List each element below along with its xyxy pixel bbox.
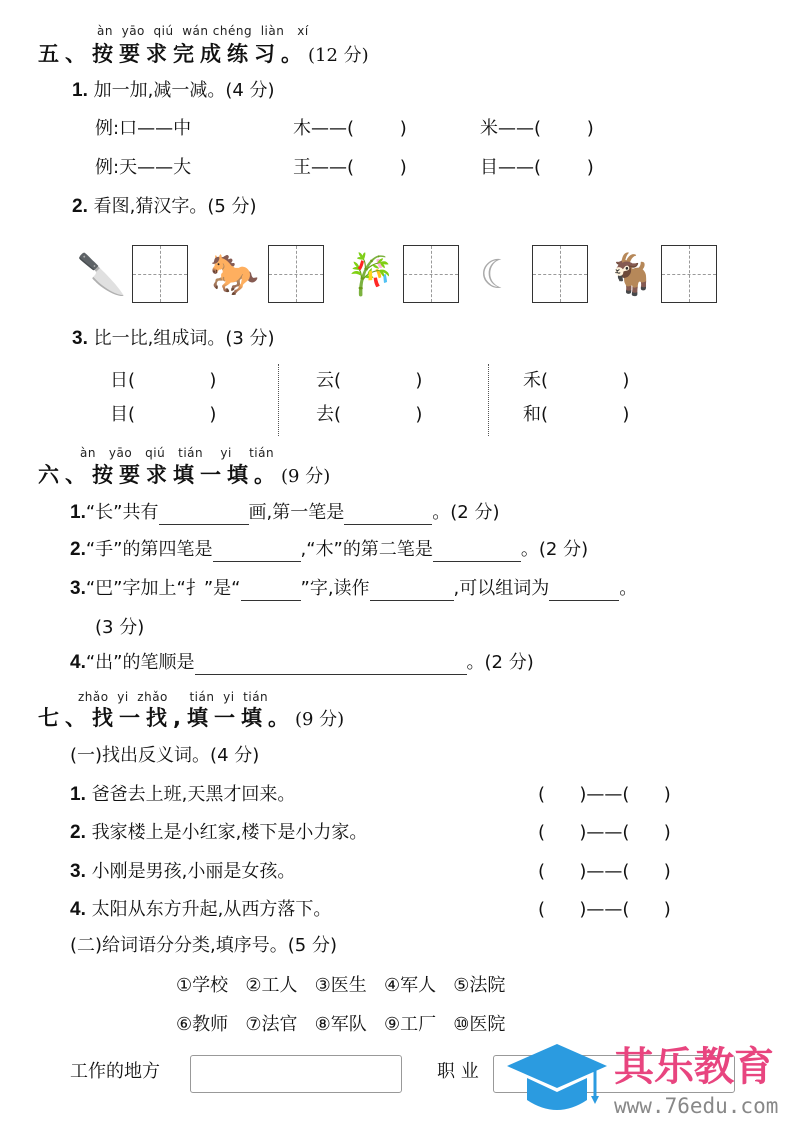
q-num: 3. [70, 861, 86, 882]
blank-mi[interactable]: 米——( ) [480, 118, 594, 139]
q-text: 。(2 分) [466, 652, 534, 673]
q-num: 1. [72, 80, 88, 101]
q-num: 2. [70, 822, 86, 843]
q-text: ,“木”的第二笔是 [300, 539, 433, 560]
q-text: “长”共有 [85, 502, 159, 523]
answer-box-4[interactable] [532, 245, 588, 303]
part1-title: (一)找出反义词。(4 分) [70, 745, 260, 766]
word-row-1 [176, 975, 505, 997]
watermark-brand: 其乐教育 [614, 1044, 774, 1090]
blank-mu2[interactable]: 目——( ) [480, 157, 594, 178]
word: ⑦法官 [245, 1014, 298, 1035]
word: ⑩医院 [453, 1014, 506, 1035]
q-text: “巴”字加上“扌”是“ [85, 578, 241, 599]
section7-score: (9 分) [294, 709, 345, 730]
blank-wang[interactable]: 王——( ) [293, 157, 407, 178]
s6-q2 [70, 539, 588, 562]
section5-score: (12 分) [308, 45, 369, 66]
job-label: 职 业 [437, 1061, 479, 1082]
answer-line[interactable] [549, 582, 619, 601]
answer-line[interactable] [344, 506, 432, 525]
antonym-blank[interactable]: ( )——( ) [538, 784, 671, 805]
answer-line[interactable] [241, 582, 301, 601]
answer-box-5[interactable] [661, 245, 717, 303]
section7-pinyin: zhǎo yi zhǎo tián yi tián [78, 690, 269, 704]
compare-blank[interactable]: 去( ) [316, 404, 423, 425]
answer-line[interactable] [433, 543, 521, 562]
compare-blank[interactable]: 日( ) [110, 370, 217, 391]
s6-q4 [70, 652, 534, 675]
section7-title [38, 706, 344, 731]
q-num: 4. [70, 652, 86, 673]
q-text: “手”的第四笔是 [85, 539, 213, 560]
q-num: 2. [70, 539, 86, 560]
q-num: 3. [70, 578, 86, 599]
antonym-blank[interactable]: ( )——( ) [538, 899, 671, 920]
q-text: 我家楼上是小红家,楼下是小力家。 [91, 822, 368, 843]
antonym-blank[interactable]: ( )——( ) [538, 861, 671, 882]
section5-title [38, 42, 369, 67]
antonym-blank[interactable]: ( )——( ) [538, 822, 671, 843]
answer-box-2[interactable] [268, 245, 324, 303]
word: ⑧军队 [314, 1014, 367, 1035]
place-label: 工作的地方 [70, 1061, 160, 1082]
horse-icon: 🐎 [209, 252, 260, 298]
q-text: 小刚是男孩,小丽是女孩。 [91, 861, 296, 882]
example-2: 例:天——大 [95, 157, 192, 178]
section6-score: (9 分) [281, 466, 331, 487]
q-text: 画,第一笔是 [248, 502, 345, 523]
example-1: 例:口——中 [95, 118, 192, 139]
q-num: 2. [72, 196, 88, 217]
q-text: 比一比,组成词。(3 分) [93, 328, 275, 349]
answer-line[interactable] [159, 506, 249, 525]
q-text: 。(2 分) [432, 502, 500, 523]
word-row-2 [176, 1014, 505, 1036]
q-text: ”字,读作 [300, 578, 370, 599]
q-num: 4. [70, 899, 86, 920]
answer-box-3[interactable] [403, 245, 459, 303]
compare-blank[interactable]: 和( ) [523, 404, 630, 425]
s6-q1 [70, 502, 499, 525]
section6-pinyin: àn yāo qiú tián yi tián [80, 446, 275, 460]
section6-title [38, 463, 330, 488]
s5-q3 [72, 328, 275, 351]
word: ⑤法院 [453, 975, 506, 996]
answer-line[interactable] [213, 543, 301, 562]
compare-blank[interactable]: 禾( ) [523, 370, 630, 391]
answer-line[interactable] [195, 656, 467, 675]
answer-box-1[interactable] [132, 245, 188, 303]
word: ③医生 [314, 975, 367, 996]
graduation-cap-icon [505, 1042, 610, 1117]
sheep-icon: 🐐 [606, 252, 657, 298]
word: ④军人 [383, 975, 437, 996]
q-text: 。(2 分) [520, 539, 589, 560]
s6-q3 [70, 578, 637, 601]
word: ⑥教师 [176, 1014, 229, 1035]
q-text: 。 [619, 578, 638, 599]
moon-icon: ☾ [479, 252, 516, 298]
antonym-item [70, 822, 367, 845]
compare-blank[interactable]: 目( ) [110, 404, 217, 425]
word: ⑨工厂 [383, 1014, 437, 1035]
antonym-item [70, 784, 295, 807]
antonym-item [70, 899, 331, 922]
word: ②工人 [245, 975, 298, 996]
q-text: 爸爸去上班,天黑才回来。 [91, 784, 296, 805]
q-text: 太阳从东方升起,从西方落下。 [91, 899, 332, 920]
word: ①学校 [176, 975, 229, 996]
bamboo-icon: 🎋 [345, 252, 396, 298]
section7-title-text: 七、找一找,填一填。 [38, 706, 295, 730]
section6-title-text: 六、按要求填一填。 [38, 463, 281, 487]
divider [278, 364, 279, 436]
s5-q2 [72, 196, 257, 219]
q-num: 3. [72, 328, 88, 349]
q-num: 1. [70, 502, 86, 523]
divider [488, 364, 489, 436]
compare-blank[interactable]: 云( ) [316, 370, 423, 391]
knife-icon: 🔪 [76, 252, 127, 298]
q-text: ,可以组词为 [453, 578, 550, 599]
q-num: 1. [70, 784, 86, 805]
s5-q1 [72, 80, 275, 103]
watermark-url: www.76edu.com [614, 1094, 779, 1118]
q-text: 看图,猜汉字。(5 分) [93, 196, 257, 217]
q3-score: (3 分) [95, 617, 145, 638]
part2-title: (二)给词语分分类,填序号。(5 分) [70, 935, 337, 956]
q-text: 加一加,减一减。(4 分) [93, 80, 275, 101]
antonym-item [70, 861, 295, 884]
section5-pinyin: àn yāo qiú wán chéng liàn xí [97, 24, 309, 38]
answer-line[interactable] [370, 582, 454, 601]
section5-title-text: 五、按要求完成练习。 [38, 42, 308, 66]
blank-mu[interactable]: 木——( ) [293, 118, 407, 139]
place-answer-box[interactable] [190, 1055, 402, 1093]
q-text: “出”的笔顺是 [85, 652, 195, 673]
